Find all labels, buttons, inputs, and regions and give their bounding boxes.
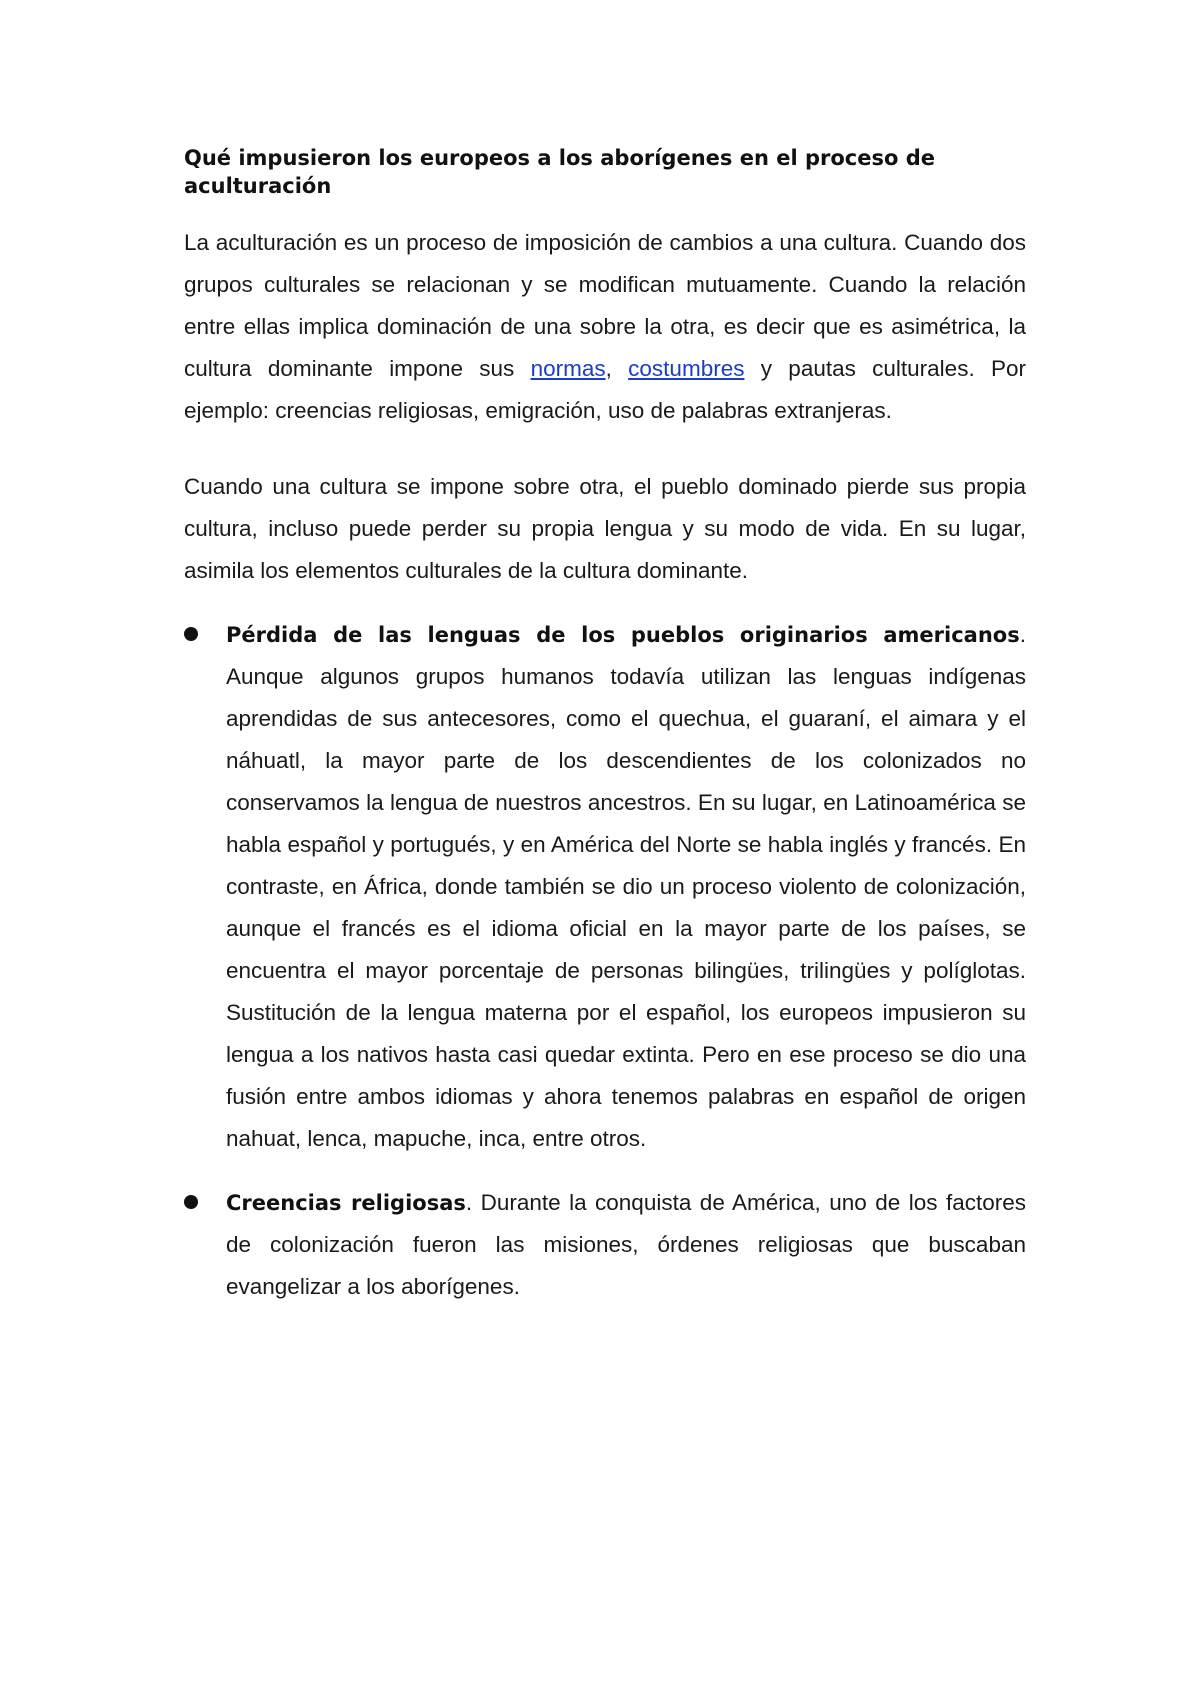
paragraph-intro-text-before: La aculturación es un proceso de imposición de cambios a una cultura. Cuando dos grupos culturales se relacionan y se modifican mutuamente. Cuando la relación entre ellas implica dominación de una sobre la otra, es decir que es asimétrica, la cultura dominante impone sus xyxy=(184,230,1026,381)
document-content xyxy=(184,144,1026,1330)
list-item xyxy=(184,614,1026,1160)
link-normas[interactable]: normas xyxy=(530,356,606,381)
bullet-lead-creencias: Creencias religiosas xyxy=(226,1191,466,1215)
link-separator: , xyxy=(605,356,629,381)
paragraph-intro-text-after: y pautas culturales. Por ejemplo: creencias religiosas, emigración, uso de palabras extranjeras. xyxy=(184,356,1026,423)
paragraph-cultura-dominante: Cuando una cultura se impone sobre otra, el pueblo dominado pierde sus propia cultura, incluso puede perder su propia lengua y su modo de vida. En su lugar, asimila los elementos culturales de la cultura dominante. xyxy=(184,474,1026,583)
paragraph-spacer xyxy=(184,432,1026,466)
bullet-dot-icon xyxy=(184,1195,198,1209)
document-title: Qué impusieron los europeos a los aborígenes en el proceso de aculturación xyxy=(184,146,935,198)
bullet-list xyxy=(184,614,1026,1308)
link-costumbres[interactable]: costumbres xyxy=(628,356,745,381)
bullet-lead-lenguas: Pérdida de las lenguas de los pueblos originarios americanos xyxy=(226,623,1020,647)
bullet-text-creencias: . Durante la conquista de América, uno de los factores de colonización fueron las misiones, órdenes religiosas que buscaban evangelizar a los aborígenes. xyxy=(226,1190,1026,1299)
bullet-text-lenguas: . Aunque algunos grupos humanos todavía utilizan las lenguas indígenas aprendidas de sus antecesores, como el quechua, el guaraní, el aimara y el náhuatl, la mayor parte de los descendientes de los colonizados no conservamos la lengua de nuestros ancestros. En su lugar, en Latinoamérica se habla español y portugués, y en América del Norte se habla inglés y francés. En contraste, en África, donde también se dio un proceso violento de colonización, aunque el francés es el idioma oficial en la mayor parte de los países, se encuentra el mayor porcentaje de personas bilingües, trilingües y políglotas. Sustitución de la lengua materna por el español, los europeos impusieron su lengua a los nativos hasta casi quedar extinta. Pero en ese proceso se dio una fusión entre ambos idiomas y ahora tenemos palabras en español de origen nahuat, lenca, mapuche, inca, entre otros. xyxy=(226,622,1026,1151)
bullet-dot-icon xyxy=(184,627,198,641)
paragraph-intro xyxy=(184,222,1026,432)
list-item xyxy=(184,1182,1026,1308)
